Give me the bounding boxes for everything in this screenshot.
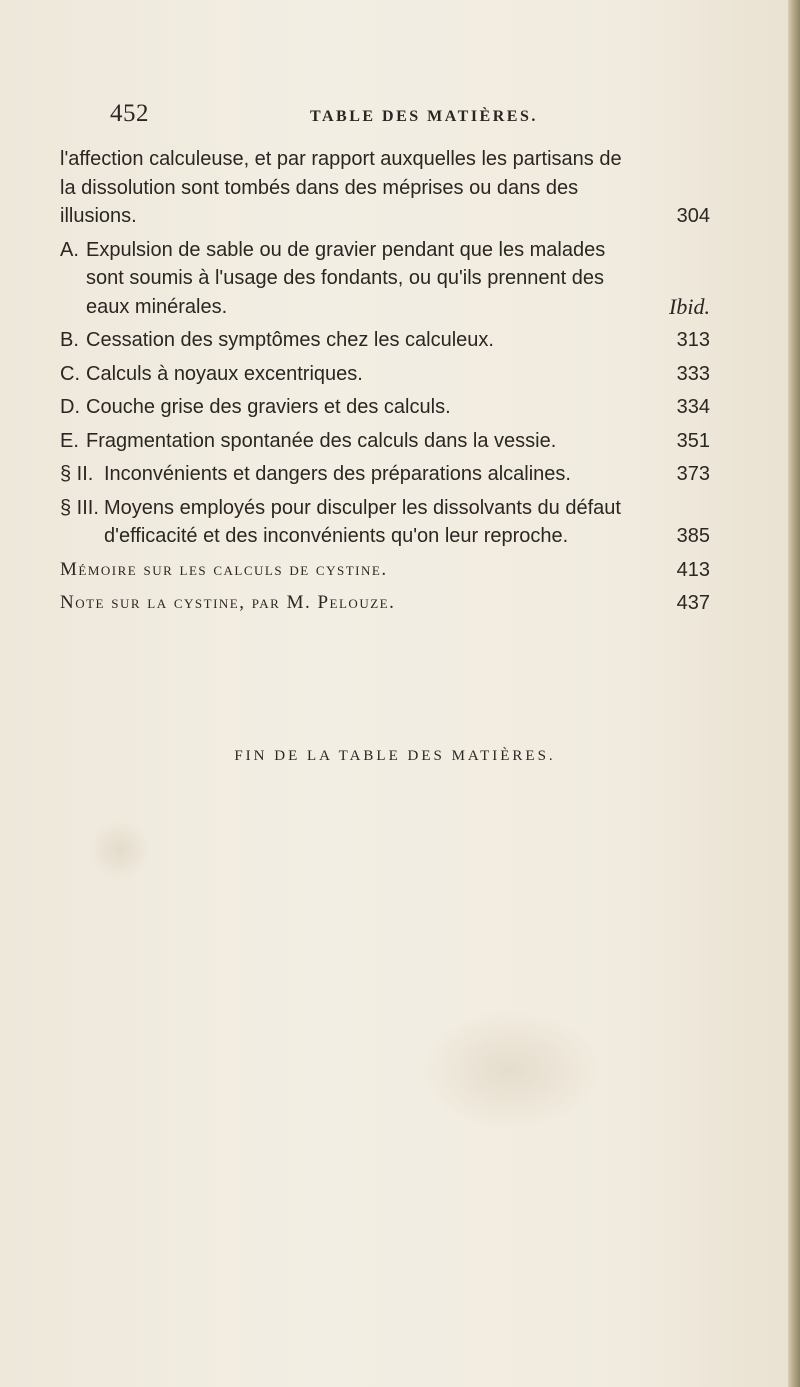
entry-page: 413: [676, 558, 710, 581]
entry-text: Note sur la cystine, par M. Pelouze.: [60, 592, 396, 613]
entry-text: Couche grise des graviers et des calculs.: [86, 396, 451, 418]
entry-page: 351: [676, 429, 710, 452]
entry-page: 373: [676, 463, 710, 485]
toc-entry-section-3: [60, 494, 710, 551]
entry-letter: A.: [60, 238, 79, 261]
entry-letter: C.: [60, 362, 80, 385]
entry-page: Ibid.: [669, 293, 710, 319]
running-title: TABLE DES MATIÈRES.: [310, 108, 538, 125]
entry-text: Calculs à noyaux excentriques.: [86, 362, 363, 385]
entry-text: Fragmentation spontanée des calculs dans la vessie.: [86, 429, 557, 452]
page-header: [110, 100, 710, 136]
entry-page: 304: [676, 205, 710, 227]
toc-entry-b: [60, 326, 710, 355]
entry-page: 313: [676, 329, 710, 351]
entry-page: 385: [676, 525, 710, 547]
toc-entry-e: [60, 427, 710, 456]
page-edge: [788, 0, 800, 1387]
entry-text: l'affection calculeuse, et par rapport auxquelles les partisans de la dissolution sont tombés dans des méprises ou dans des illusions.: [60, 148, 622, 227]
toc-entry-note: [60, 589, 710, 618]
entry-text: Cessation des symptômes chez les calculeux.: [86, 329, 494, 351]
paper-stain: [90, 820, 150, 880]
entry-page: 437: [676, 592, 710, 614]
entry-letter: E.: [60, 429, 79, 452]
entry-text: Mémoire sur les calculs de cystine.: [60, 558, 388, 580]
entry-text: Inconvénients et dangers des préparations alcalines.: [104, 463, 571, 485]
entry-letter: D.: [60, 396, 80, 418]
entry-page: 334: [676, 396, 710, 418]
page-number: 452: [110, 100, 149, 127]
entry-text: Expulsion de sable ou de gravier pendant que les malades sont soumis à l'usage des fondants, ou qu'ils prennent des eaux minérales.: [86, 238, 606, 318]
toc-entry-continuation: [60, 145, 710, 231]
entry-page: 333: [676, 362, 710, 385]
entry-letter: § III.: [60, 496, 99, 519]
end-of-table-note: FIN DE LA TABLE DES MATIÈRES.: [234, 748, 556, 764]
paper-stain: [420, 1010, 600, 1130]
toc-entry-d: [60, 393, 710, 422]
toc-entry-a: [60, 236, 710, 322]
entry-letter: § II.: [60, 463, 94, 485]
toc-entry-section-2: [60, 460, 710, 489]
entry-text: Moyens employés pour disculper les dissolvants du défaut d'efficacité et des inconvénients qu'on leur reproche.: [104, 496, 621, 547]
table-of-contents: [60, 145, 710, 623]
toc-entry-memoire: [60, 556, 710, 585]
entry-letter: B.: [60, 329, 79, 351]
toc-entry-c: [60, 360, 710, 389]
